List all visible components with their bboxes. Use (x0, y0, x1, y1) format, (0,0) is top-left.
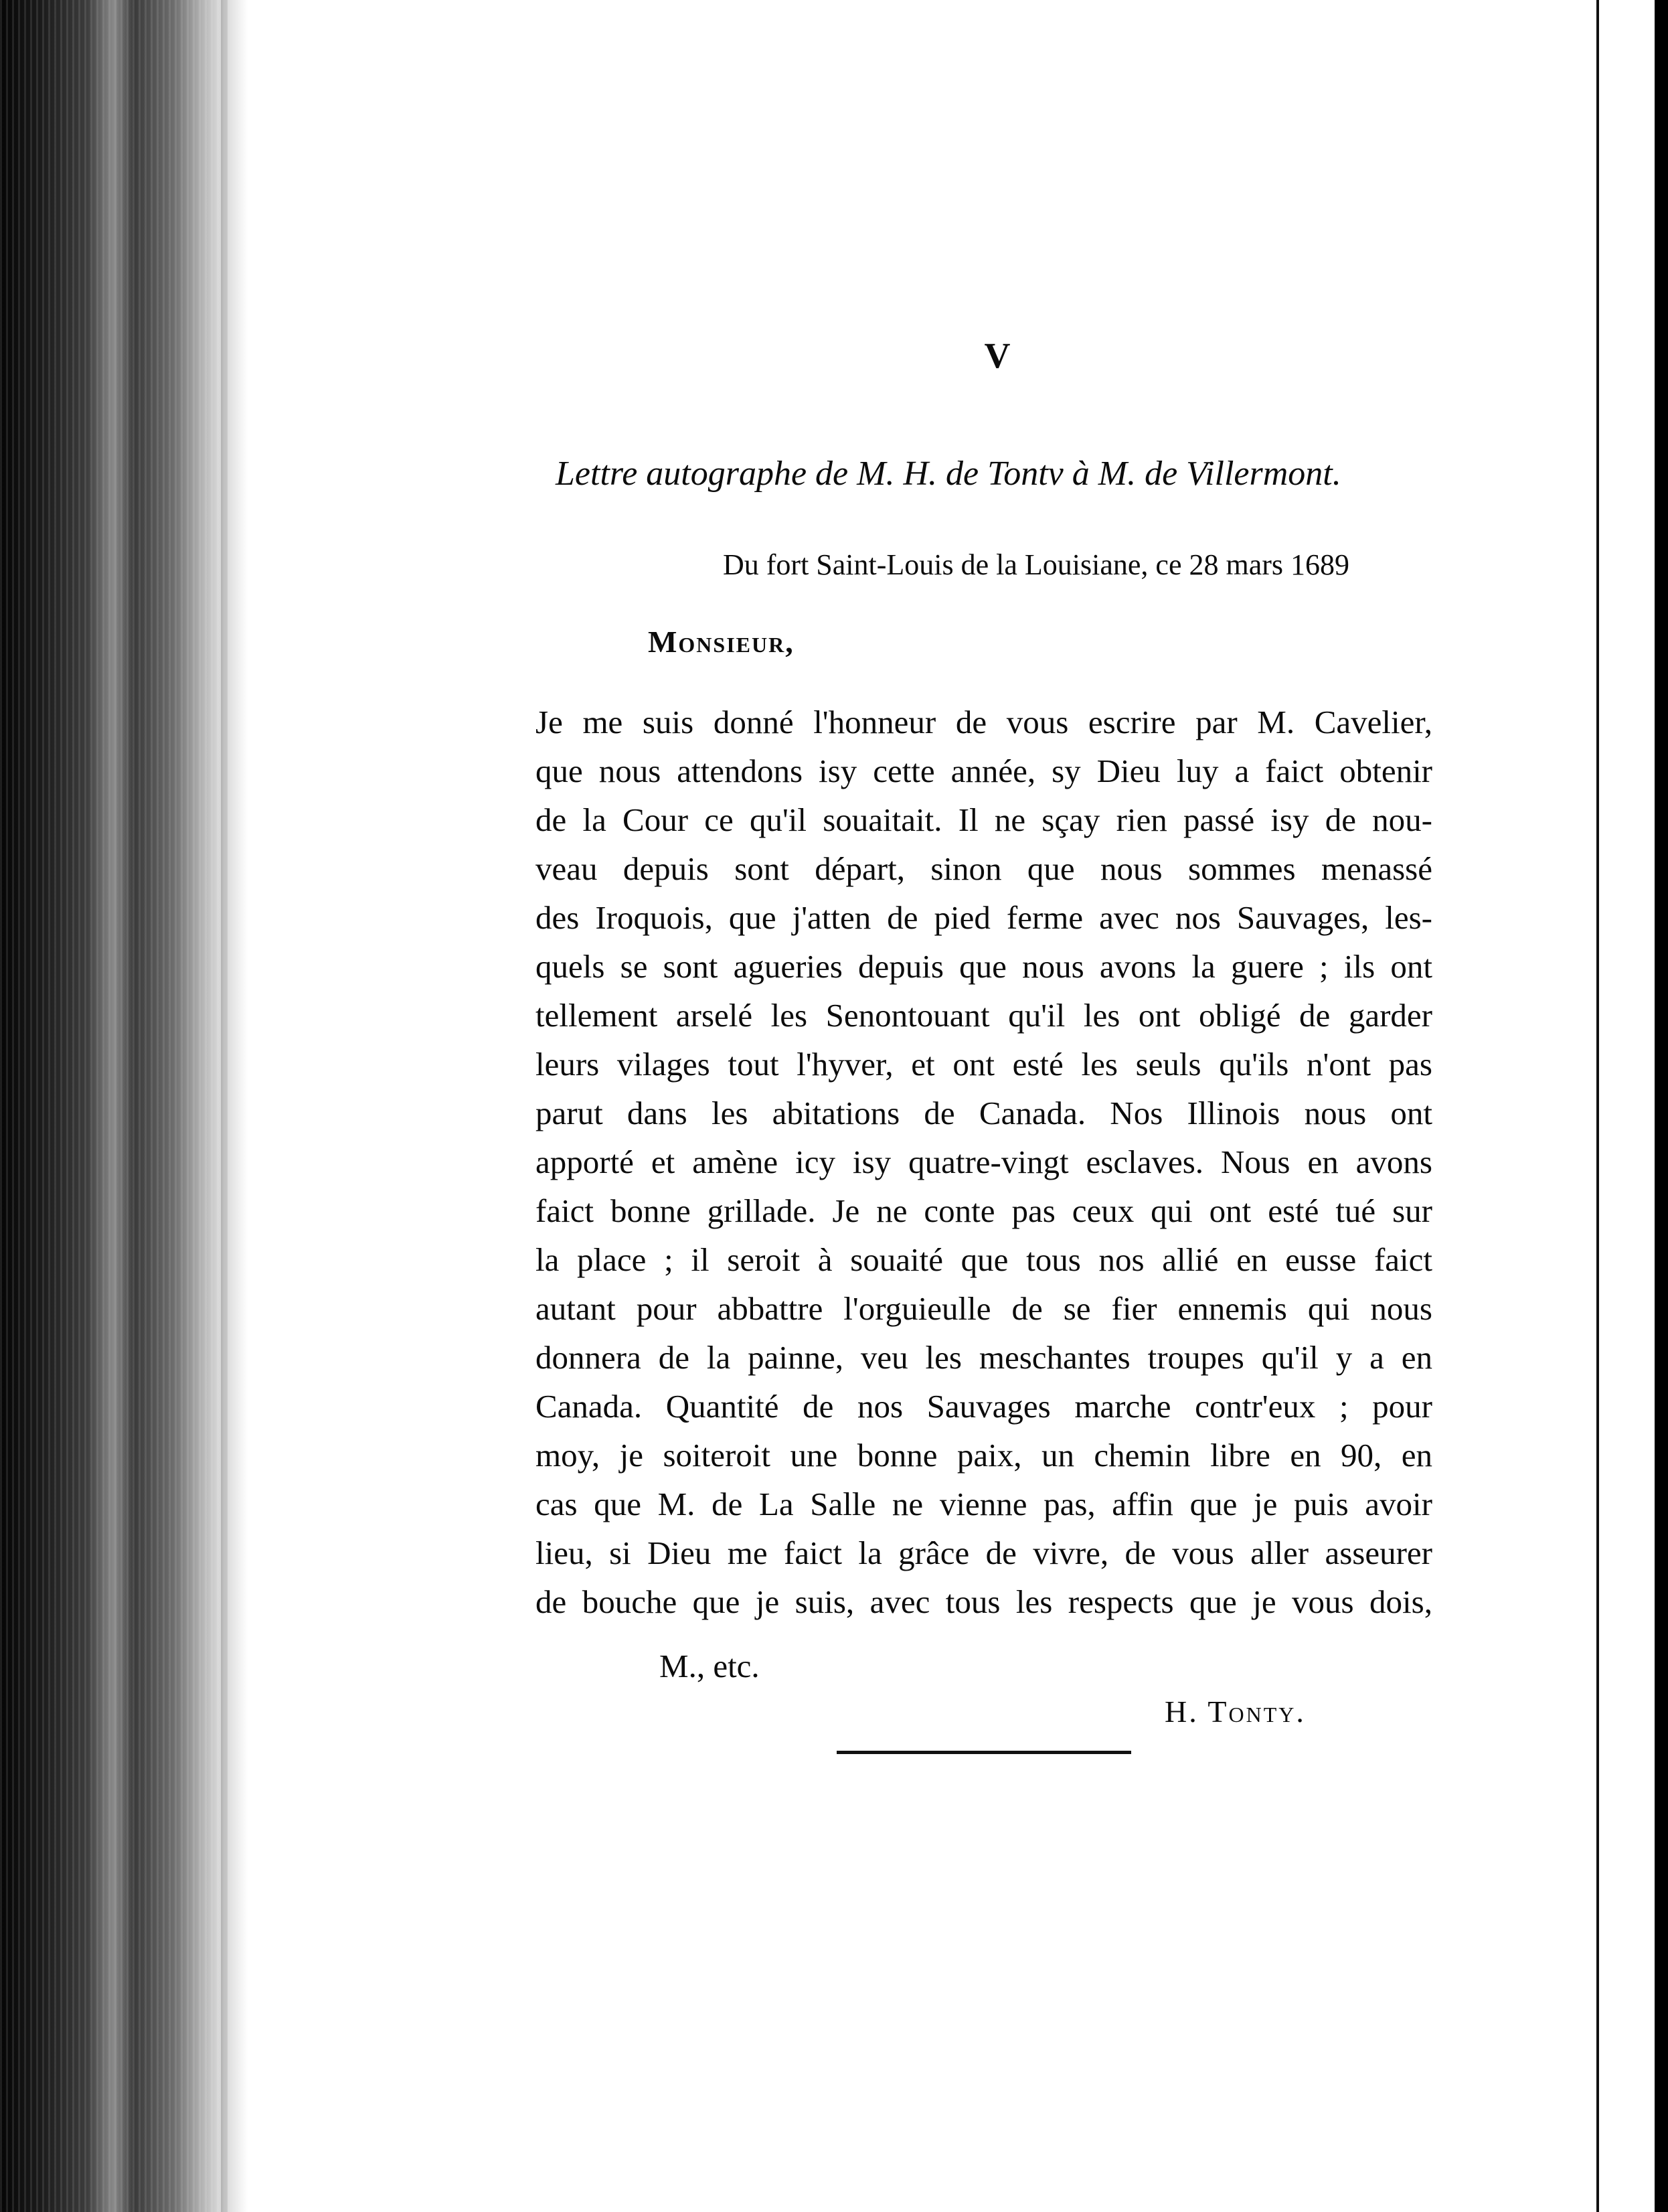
body-line: lieu, si Dieu me faict la grâce de vivre, de vous aller asseurer (535, 1534, 1432, 1571)
book-binding-edge (0, 0, 228, 2212)
letter-closing: M., etc. (659, 1648, 760, 1684)
body-line: cas que M. de La Salle ne vienne pas, affin que je puis avoir (535, 1486, 1432, 1522)
body-line: Je me suis donné l'honneur de vous escrire par M. Cavelier, (535, 704, 1432, 740)
body-line: Canada. Quantité de nos Sauvages marche contr'eux ; pour (535, 1388, 1432, 1425)
body-line: la place ; il seroit à souaité que tous nos allié en eusse faict (535, 1241, 1432, 1278)
body-line: tellement arselé les Senontouant qu'il les ont obligé de garder (535, 997, 1432, 1034)
binding-shadow (221, 0, 248, 2212)
body-line: des Iroquois, que j'atten de pied ferme avec nos Sauvages, les- (535, 899, 1432, 936)
section-end-rule (837, 1751, 1131, 1754)
scan-right-border (1655, 0, 1668, 2212)
body-line: leurs vilages tout l'hyver, et ont esté les seuls qu'ils n'ont pas (535, 1046, 1432, 1083)
letter-body (535, 698, 1432, 1626)
body-line: parut dans les abitations de Canada. Nos Illinois nous ont (535, 1095, 1432, 1131)
body-line: apporté et amène icy isy quatre-vingt esclaves. Nous en avons (535, 1143, 1432, 1180)
letter-title: Lettre autographe de M. H. de Tontv à M. de Villermont. (556, 455, 1341, 493)
body-line: quels se sont agueries depuis que nous avons la guere ; ils ont (535, 948, 1432, 985)
body-line: donnera de la painne, veu les meschantes troupes qu'il y a en (535, 1339, 1432, 1376)
letter-salutation: Monsieur, (648, 625, 795, 659)
body-line: que nous attendons isy cette année, sy Dieu luy a faict obtenir (535, 753, 1432, 789)
body-line: autant pour abbattre l'orguieulle de se fier ennemis qui nous (535, 1290, 1432, 1327)
section-numeral: V (984, 335, 1011, 376)
body-line: veau depuis sont départ, sinon que nous sommes menassé (535, 850, 1432, 887)
body-line: de la Cour ce qu'il souaitait. Il ne sçay rien passé isy de nou- (535, 801, 1432, 838)
body-line: faict bonne grillade. Je ne conte pas ceux qui ont esté tué sur (535, 1192, 1432, 1229)
body-line: moy, je soiteroit une bonne paix, un chemin libre en 90, en (535, 1437, 1432, 1474)
body-line: de bouche que je suis, avec tous les respects que je vous dois, (535, 1583, 1432, 1620)
letter-signature: H. Tonty. (1165, 1694, 1306, 1729)
letter-dateline: Du fort Saint-Louis de la Louisiane, ce 28 mars 1689 (723, 548, 1350, 581)
page-right-edge-line (1596, 0, 1599, 2212)
